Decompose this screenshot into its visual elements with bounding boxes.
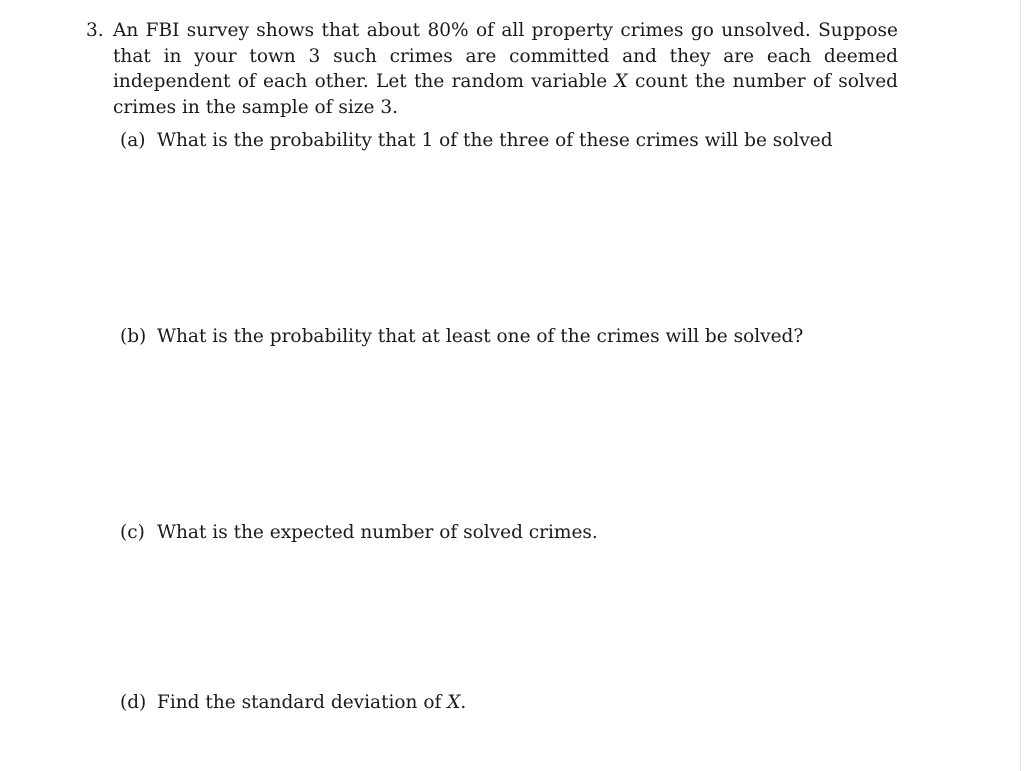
- part-d-variable-x: X: [447, 692, 461, 713]
- random-variable-x: X: [614, 71, 628, 92]
- part-b: [120, 324, 803, 350]
- part-a: [120, 128, 833, 154]
- part-c-question: What is the expected number of solved crimes.: [157, 522, 598, 543]
- part-a-question: What is the probability that 1 of the three of these crimes will be solved: [157, 130, 833, 151]
- part-b-label: (b): [120, 326, 147, 347]
- page-edge: [1020, 0, 1021, 771]
- problem-text-start: An FBI survey shows that about 80% of all property crimes go unsolved. Suppose that in your town 3 such crimes are committed and they are each deemed independent of each other. Let the random variable: [113, 20, 898, 92]
- part-c-label: (c): [120, 522, 145, 543]
- part-b-question: What is the probability that at least one of the crimes will be solved?: [157, 326, 804, 347]
- problem-statement: [113, 18, 898, 120]
- part-d: [120, 690, 466, 716]
- problem-number: 3.: [86, 20, 104, 41]
- problem-3: [86, 18, 898, 120]
- part-d-question-end: .: [460, 692, 467, 713]
- part-c: [120, 520, 598, 546]
- problem-text-end: count the number of solved crimes in the sample of size 3.: [113, 71, 898, 118]
- part-d-label: (d): [120, 692, 147, 713]
- part-d-question-start: Find the standard deviation of: [157, 692, 448, 713]
- part-a-label: (a): [120, 130, 146, 151]
